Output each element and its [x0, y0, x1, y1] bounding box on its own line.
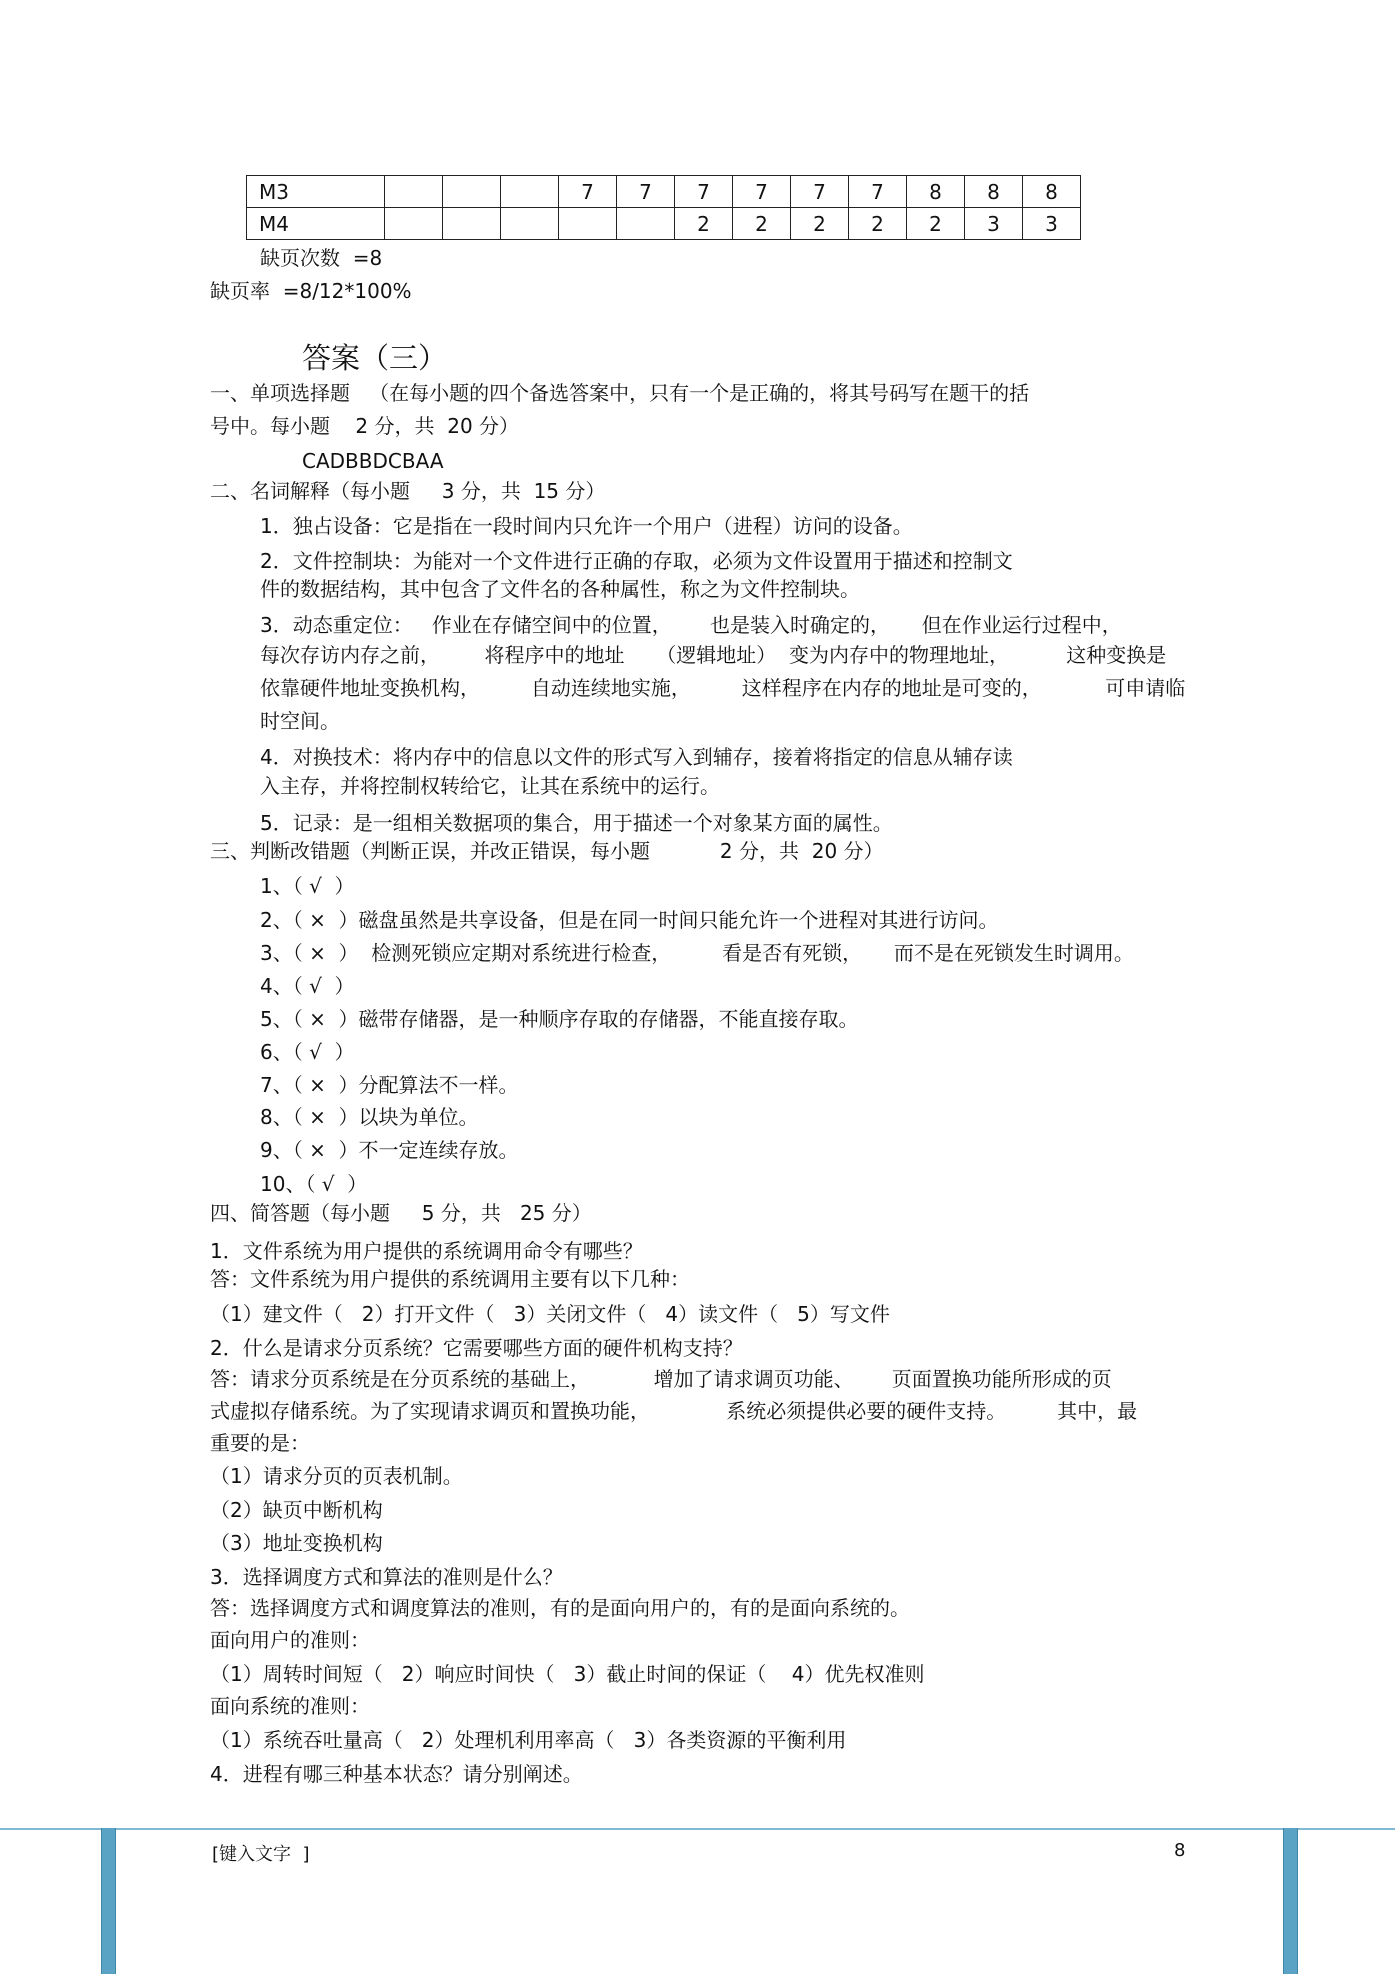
table-cell: 2 — [675, 208, 733, 240]
judgement-item: 1、（ √ ） — [260, 874, 355, 898]
table-cell — [501, 208, 559, 240]
table-cell: 8 — [1023, 176, 1081, 208]
section-title: 答案（三） — [302, 341, 448, 375]
footer-divider — [0, 1828, 1395, 1830]
judgement-item: 10、（ √ ） — [260, 1172, 368, 1196]
question: 4．进程有哪三种基本状态？请分别阐述。 — [210, 1762, 583, 1786]
table-cell — [385, 176, 443, 208]
judgement-item: 7、（ × ）分配算法不一样。 — [260, 1073, 519, 1097]
answer: （2）缺页中断机构 — [210, 1498, 383, 1522]
table-cell: 2 — [907, 208, 965, 240]
table-cell: 8 — [907, 176, 965, 208]
judgement-item: 9、（ × ）不一定连续存放。 — [260, 1138, 519, 1162]
table-cell: 7 — [849, 176, 907, 208]
section-heading-cont: 号中。每小题 2 分，共 20 分） — [210, 414, 520, 438]
definition-item: 2．文件控制块：为能对一个文件进行正确的存取，必须为文件设置用于描述和控制文 — [260, 549, 1013, 573]
section-heading: 四、简答题（每小题 5 分，共 25 分） — [210, 1201, 592, 1225]
definition-item: 3．动态重定位： 作业在存储空间中的位置， 也是装入时确定的， 但在作业运行过程中， — [260, 613, 1122, 637]
answer: 答：选择调度方式和调度算法的准则，有的是面向用户的，有的是面向系统的。 — [210, 1596, 910, 1620]
answer: （3）地址变换机构 — [210, 1531, 383, 1555]
table-cell — [501, 176, 559, 208]
section-heading: 二、名词解释（每小题 3 分，共 15 分） — [210, 479, 606, 503]
answer: （1）系统吞吐量高（ 2）处理机利用率高（ 3）各类资源的平衡利用 — [210, 1728, 847, 1752]
table-cell — [443, 176, 501, 208]
page-replacement-table — [246, 175, 1081, 240]
question: 3．选择调度方式和算法的准则是什么？ — [210, 1565, 563, 1589]
table-cell: 2 — [849, 208, 907, 240]
footer-left-bar — [101, 1828, 116, 1974]
answer: （1）建文件（ 2）打开文件（ 3）关闭文件（ 4）读文件（ 5）写文件 — [210, 1302, 890, 1326]
table-cell: 7 — [733, 176, 791, 208]
table-cell: 2 — [733, 208, 791, 240]
page-fault-count: 缺页次数 =8 — [260, 246, 383, 270]
table-cell: 7 — [617, 176, 675, 208]
table-cell: 7 — [559, 176, 617, 208]
table-row — [247, 208, 1081, 240]
judgement-item: 5、（ × ）磁带存储器，是一种顺序存取的存储器，不能直接存取。 — [260, 1007, 859, 1031]
question: 1．文件系统为用户提供的系统调用命令有哪些？ — [210, 1239, 643, 1263]
definition-item: 5．记录：是一组相关数据项的集合，用于描述一个对象某方面的属性。 — [260, 811, 893, 835]
table-cell — [559, 208, 617, 240]
definition-item-cont: 每次存访内存之前， 将程序中的地址 （逻辑地址） 变为内存中的物理地址， 这种变换是 — [260, 643, 1167, 667]
footer-right-bar — [1283, 1828, 1298, 1974]
table-cell — [443, 208, 501, 240]
section-heading: 一、单项选择题 （在每小题的四个备选答案中，只有一个是正确的，将其号码写在题干的括 — [210, 381, 1030, 405]
table-cell: 3 — [965, 208, 1023, 240]
definition-item-cont: 依靠硬件地址变换机构， 自动连续地实施， 这样程序在内存的地址是可变的， 可申请临 — [260, 676, 1186, 700]
page-number: 8 — [1174, 1840, 1186, 1861]
definition-item: 4．对换技术：将内存中的信息以文件的形式写入到辅存，接着将指定的信息从辅存读 — [260, 745, 1013, 769]
answer: 答：请求分页系统是在分页系统的基础上， 增加了请求调页功能、 页面置换功能所形成的页 — [210, 1367, 1112, 1391]
table-cell: 7 — [675, 176, 733, 208]
table-row — [247, 176, 1081, 208]
judgement-item: 2、（ × ）磁盘虽然是共享设备，但是在同一时间只能允许一个进程对其进行访问。 — [260, 908, 999, 932]
judgement-item: 4、（ √ ） — [260, 974, 355, 998]
answer: 重要的是： — [210, 1431, 310, 1455]
judgement-item: 6、（ √ ） — [260, 1040, 355, 1064]
choice-answers: CADBBDCBAA — [302, 449, 444, 473]
definition-item-cont: 件的数据结构，其中包含了文件名的各种属性，称之为文件控制块。 — [260, 577, 860, 601]
answer: 面向用户的准则： — [210, 1628, 370, 1652]
question: 2．什么是请求分页系统？它需要哪些方面的硬件机构支持？ — [210, 1336, 743, 1360]
answer: （1）请求分页的页表机制。 — [210, 1464, 463, 1488]
table-cell: 2 — [791, 208, 849, 240]
answer: 式虚拟存储系统。为了实现请求调页和置换功能， 系统必须提供必要的硬件支持。 其中，最 — [210, 1399, 1138, 1423]
table-cell: M3 — [247, 176, 385, 208]
page-fault-rate: 缺页率 =8/12*100% — [210, 279, 412, 303]
definition-item-cont: 入主存，并将控制权转给它，让其在系统中的运行。 — [260, 774, 720, 798]
definition-item-cont: 时空间。 — [260, 709, 340, 733]
table-cell: 8 — [965, 176, 1023, 208]
answer: 面向系统的准则： — [210, 1694, 370, 1718]
definition-item: 1．独占设备：它是指在一段时间内只允许一个用户（进程）访问的设备。 — [260, 514, 913, 538]
table-cell — [385, 208, 443, 240]
table-cell: 3 — [1023, 208, 1081, 240]
section-heading: 三、判断改错题（判断正误，并改正错误，每小题 2 分，共 20 分） — [210, 839, 884, 863]
judgement-item: 3、（ × ） 检测死锁应定期对系统进行检查， 看是否有死锁， 而不是在死锁发生时调用。 — [260, 941, 1134, 965]
table-cell: 7 — [791, 176, 849, 208]
answer: （1）周转时间短（ 2）响应时间快（ 3）截止时间的保证（ 4）优先权准则 — [210, 1662, 925, 1686]
footer-placeholder-text: [键入文字 ] — [212, 1844, 310, 1865]
table-cell — [617, 208, 675, 240]
answer: 答：文件系统为用户提供的系统调用主要有以下几种： — [210, 1267, 690, 1291]
judgement-item: 8、（ × ）以块为单位。 — [260, 1105, 479, 1129]
table-cell: M4 — [247, 208, 385, 240]
